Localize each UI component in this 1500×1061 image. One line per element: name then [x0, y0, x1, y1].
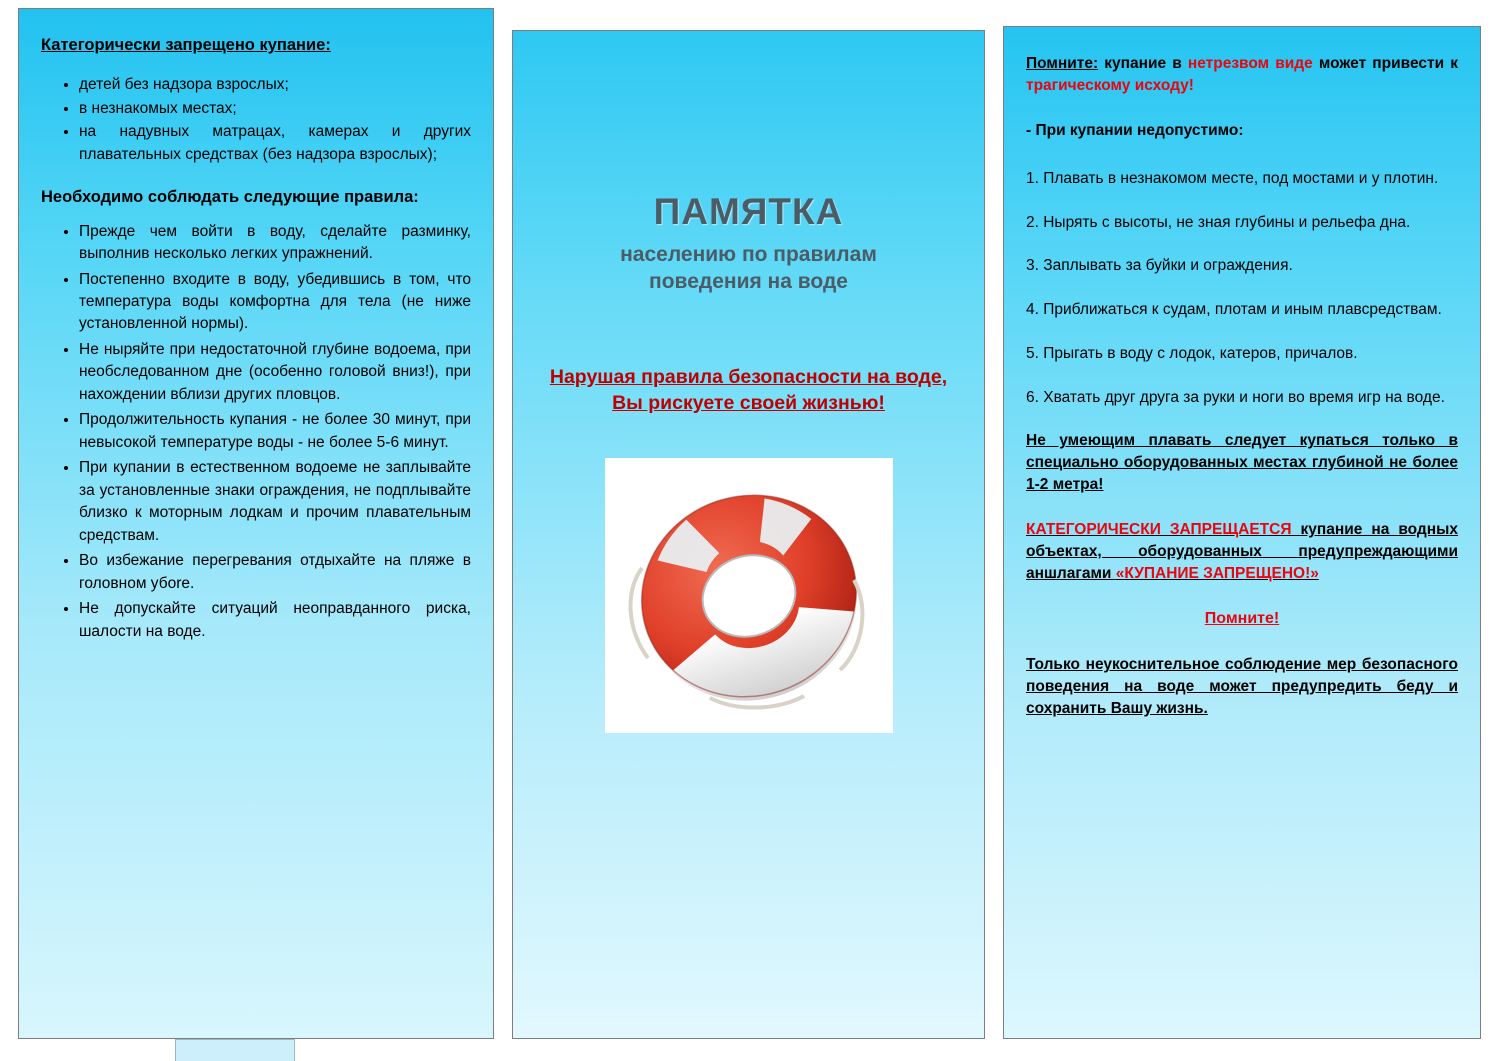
middle-panel: [512, 30, 985, 1039]
page-title: ПАМЯТКА: [653, 191, 844, 232]
remember-red-2: трагическому исходу!: [1026, 76, 1194, 94]
numbered-item: 6. Хватать друг друга за руки и ноги во время игр на воде.: [1026, 388, 1445, 406]
warning-text: [539, 364, 958, 417]
numbered-item: 5. Прыгать в воду с лодок, катеров, причалов.: [1026, 344, 1358, 362]
life-buoy-photo: [605, 458, 893, 733]
ban-quote: «КУПАНИЕ ЗАПРЕЩЕНО!»: [1115, 564, 1319, 582]
rules-list: [45, 221, 471, 643]
left-panel: [18, 8, 494, 1039]
left-heading-forbidden: Категорически запрещено купание:: [41, 36, 331, 54]
list-item: • Постепенно входите в воду, убедившись в том, что температура воды комфортна для тела (не ниже установленной нормы).: [79, 269, 471, 336]
title-block: [539, 191, 958, 296]
remember-center: Помните!: [1204, 610, 1280, 628]
remember-mid-2: может привести к: [1312, 55, 1459, 72]
right-panel: [1003, 26, 1481, 1039]
numbered-item: 1. Плавать в незнакомом месте, под мостами и у плотин.: [1026, 170, 1439, 188]
right-subheading: - При купании недопустимо:: [1026, 122, 1244, 140]
numbered-item: 4. Приближаться к судам, плотам и иным плавсредствам.: [1026, 301, 1442, 319]
remember-red-1: нетрезвом виде: [1187, 55, 1313, 72]
list-item: • детей без надзора взрослых;: [79, 74, 471, 96]
left-heading-rules: Необходимо соблюдать следующие правила:: [41, 188, 419, 207]
forbidden-list: [45, 74, 471, 166]
remember-mid-1: купание в: [1098, 55, 1188, 72]
remember-intro: [1026, 53, 1458, 96]
warning-line-2: Вы рискуете своей жизнью!: [612, 391, 885, 414]
list-item: • Не ныряйте при недостаточной глубине водоема, при необследованном дне (особенно головой вниз!), при нахождении вблизи других пловцов.: [79, 339, 471, 406]
list-item: • на надувных матрацах, камерах и других плавательных средствах (без надзора взрослых);: [79, 121, 471, 166]
list-item: • Продолжительность купания - не более 30 минут, при невысокой температуре воды - не более 5-6 минут.: [79, 409, 471, 454]
fold-artifact: [175, 1039, 295, 1061]
numbered-item: 2. Нырять с высоты, не зная глубины и рельефа дна.: [1026, 213, 1411, 231]
list-item: • Во избежание перегревания отдыхайте на пляже в головном убore.: [79, 550, 471, 595]
list-item: • в незнакомых местах;: [79, 98, 471, 120]
ban-caps: КАТЕГОРИЧЕСКИ ЗАПРЕЩАЕТСЯ: [1026, 521, 1292, 539]
remember-label: Помните:: [1026, 55, 1099, 72]
life-buoy-icon: [618, 472, 880, 720]
list-item: • Не допускайте ситуаций неоправданного риска, шалости на воде.: [79, 598, 471, 643]
ban-rest: купание на водных объектах, оборудованных предупреждающими аншлагами: [1026, 521, 1458, 582]
list-item: • При купании в естественном водоеме не заплывайте за установленные знаки ограждения, не подплывайте близко к моторным лодкам и прочим плавательным средствам.: [79, 457, 471, 547]
ban-notice: [1026, 519, 1458, 584]
warning-line-1: Нарушая правила безопасности на воде,: [549, 365, 948, 388]
numbered-item: 3. Заплывать за буйки и ограждения.: [1026, 257, 1293, 275]
final-note: Только неукоснительное соблюдение мер безопасного поведения на воде может предупредить беду и сохранить Вашу жизнь.: [1026, 656, 1458, 717]
note-nonswimmers: Не умеющим плавать следует купаться только в специально оборудованных местах глубиной не более 1-2 метра!: [1026, 432, 1458, 493]
list-item: • Прежде чем войти в воду, сделайте разминку, выполнив несколько легких упражнений.: [79, 221, 471, 266]
page-subtitle: населению по правилам поведения на воде: [620, 243, 877, 294]
